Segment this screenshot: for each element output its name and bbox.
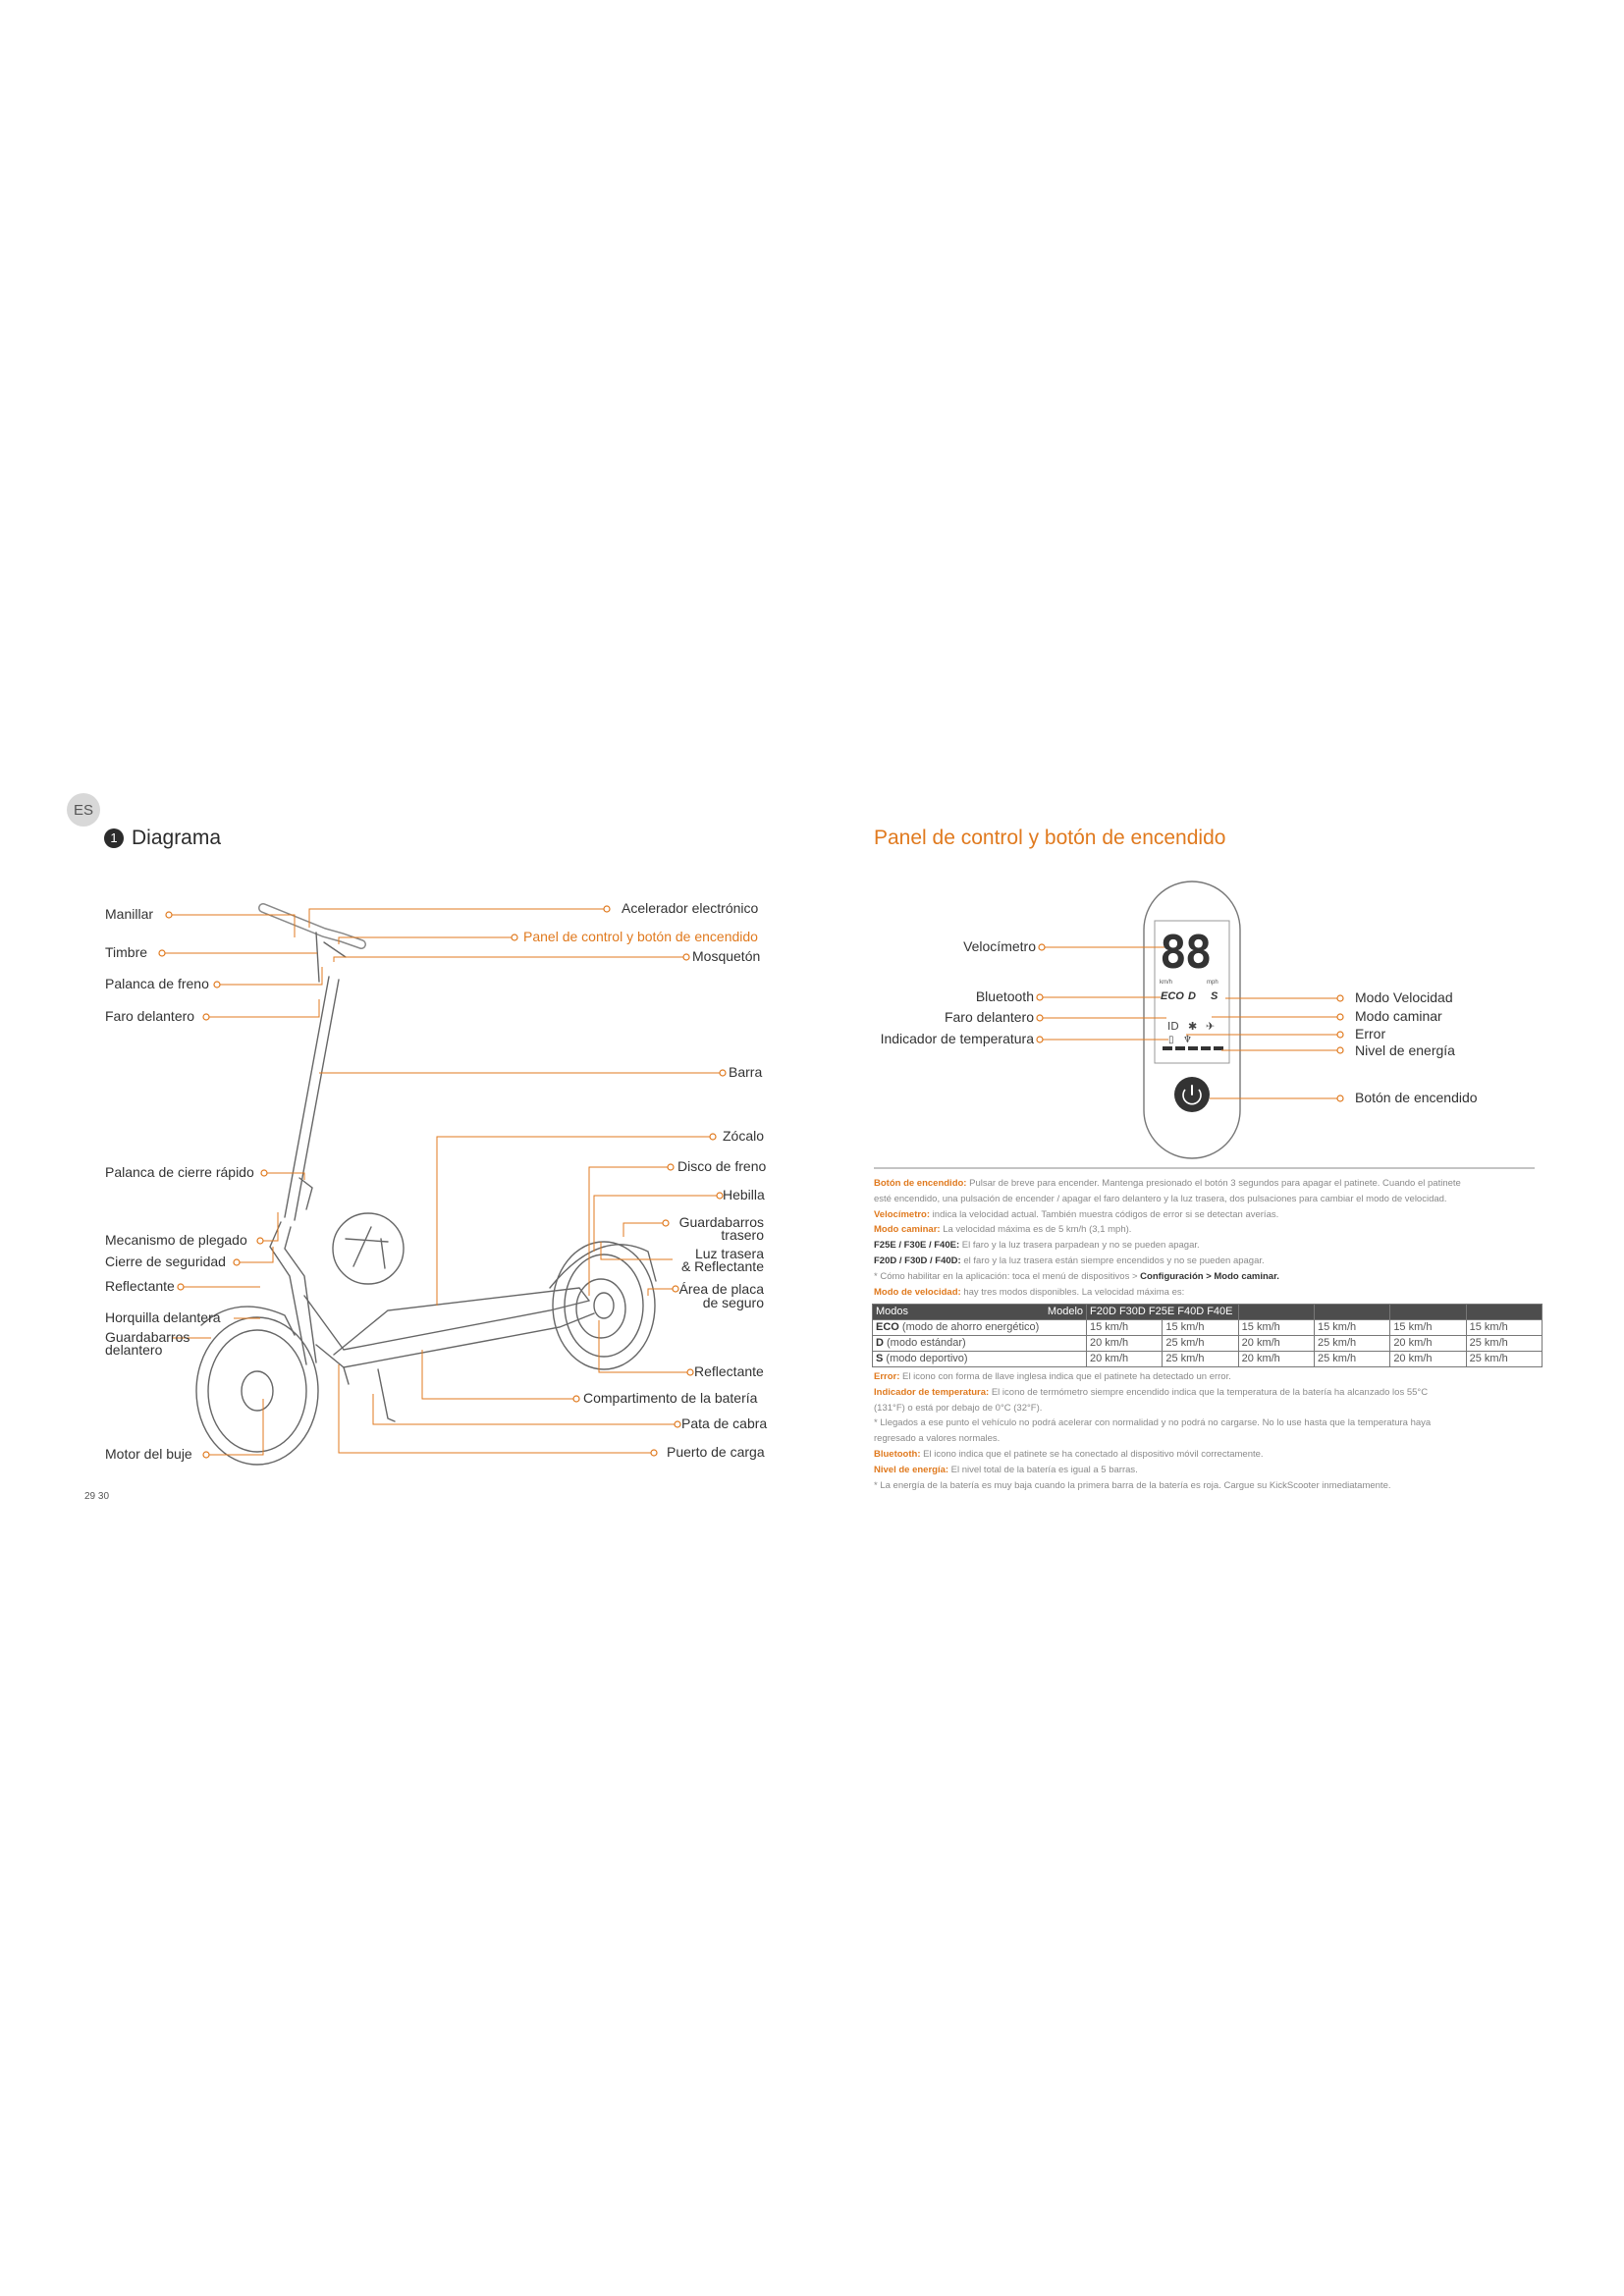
speed-table [872, 1304, 1543, 1367]
label-guardabarros-delantero-2: delantero [105, 1342, 163, 1358]
table-header-row [873, 1305, 1543, 1320]
d-indicator: D [1188, 990, 1196, 1002]
text-line: Nivel de energía: El nivel total de la batería es igual a 5 barras. [874, 1464, 1138, 1475]
label-zocalo: Zócalo [723, 1128, 765, 1144]
label-cierre-seguridad: Cierre de seguridad [105, 1254, 226, 1269]
battery-bars [1163, 1046, 1223, 1050]
label-placa-1: Área de placa [678, 1281, 764, 1297]
label-puerto-carga: Puerto de carga [667, 1444, 765, 1460]
label-temperatura: Indicador de temperatura [880, 1031, 1034, 1046]
text-line: Velocímetro: indica la velocidad actual. También muestra códigos de error si se detectan averías. [874, 1208, 1279, 1220]
text-line: Bluetooth: El icono indica que el patinete se ha conectado al dispositivo móvil correctamente. [874, 1448, 1264, 1460]
label-mecanismo-plegado: Mecanismo de plegado [105, 1232, 247, 1248]
table-header-modos: Modos Modelo [873, 1305, 1087, 1320]
table-row: D (modo estándar) 20 km/h 25 km/h 20 km/h 25 km/h 20 km/h 25 km/h [873, 1336, 1543, 1352]
label-bluetooth: Bluetooth [975, 988, 1034, 1004]
table-row: ECO (modo de ahorro energético) 15 km/h 15 km/h 15 km/h 15 km/h 15 km/h 15 km/h [873, 1320, 1543, 1336]
scooter-illustration [196, 908, 656, 1465]
label-faro: Faro delantero [944, 1009, 1034, 1025]
label-horquilla: Horquilla delantera [105, 1309, 221, 1325]
label-timbre: Timbre [105, 944, 148, 960]
text-line: Indicador de temperatura: El icono de termómetro siempre encendido indica que la temperatura de la batería ha alcanzado los 55°C [874, 1386, 1429, 1398]
label-acelerador: Acelerador electrónico [622, 900, 759, 916]
label-panel: Panel de control y botón de encendido [523, 929, 758, 944]
walk-mode-icon: ✈ [1206, 1020, 1216, 1033]
speed-digits: 88 [1160, 926, 1211, 979]
label-motor-buje: Motor del buje [105, 1446, 192, 1462]
text-line: * La energía de la batería es muy baja cuando la primera barra de la batería es roja. Cargue su KickScooter inmediatamente. [874, 1479, 1391, 1491]
label-barra: Barra [729, 1064, 763, 1080]
label-manillar: Manillar [105, 906, 154, 922]
label-luz-trasera-1: Luz trasera [694, 1246, 764, 1261]
text-line: Botón de encendido: Pulsar de breve para encender. Mantenga presionado el botón 3 segundos para apagar el patinete. Cuando el patinete [874, 1178, 1461, 1189]
text-line: Error: El icono con forma de llave inglesa indica que el patinete ha detectado un error. [874, 1371, 1231, 1382]
text-line: regresado a valores normales. [874, 1433, 1001, 1445]
label-compartimento-bateria: Compartimento de la batería [583, 1390, 758, 1406]
text-line: F25E / F30E / F40E: El faro y la luz trasera parpadean y no se pueden apagar. [874, 1240, 1200, 1252]
text-line: * Cómo habilitar en la aplicación: toca el menú de dispositivos > Configuración > Modo caminar. [874, 1270, 1279, 1282]
language-badge: ES [67, 793, 100, 827]
bluetooth-icon: ✱ [1188, 1020, 1198, 1033]
unit-mph: mph [1207, 980, 1218, 986]
description-text-bottom [874, 1369, 1537, 1493]
table-header-models: F20D F30D F25E F40D F40E [1087, 1305, 1239, 1320]
temperature-icon: ▯ [1168, 1035, 1174, 1045]
text-line: esté encendido, una pulsación de encender / apagar el faro delantero y la luz trasera, dos pulsaciones para cambiar el modo de velocidad. [874, 1193, 1447, 1204]
label-error: Error [1355, 1026, 1386, 1041]
headlight-icon: ID [1167, 1020, 1179, 1033]
label-reflectante-left: Reflectante [105, 1278, 175, 1294]
unit-kmh: km/h [1160, 980, 1173, 986]
label-faro-delantero: Faro delantero [105, 1008, 195, 1024]
error-wrench-icon: ♆ [1183, 1035, 1192, 1045]
section-number-icon: 1 [104, 828, 124, 848]
label-mosqueton: Mosquetón [692, 948, 761, 964]
label-guardabarros-trasero-1: Guardabarros [678, 1214, 764, 1230]
label-boton-encendido: Botón de encendido [1355, 1090, 1478, 1105]
panel-title: Panel de control y botón de encendido [874, 827, 1226, 849]
text-line: F20D / F30D / F40D: el faro y la luz trasera están siempre encendidos y no se pueden apagar. [874, 1255, 1265, 1266]
description-text-top [874, 1176, 1537, 1300]
leader-lines [165, 909, 720, 1455]
label-pata-cabra: Pata de cabra [681, 1415, 768, 1431]
leader-end-dots [159, 906, 726, 1458]
label-disco-freno: Disco de freno [677, 1158, 767, 1174]
label-modo-velocidad: Modo Velocidad [1355, 989, 1453, 1005]
text-line: * Llegados a ese punto el vehículo no podrá acelerar con normalidad y no podrá no cargarse. No lo use hasta que la temperatura haya [874, 1417, 1432, 1429]
label-luz-trasera-2: & Reflectante [680, 1258, 764, 1274]
label-velocimetro: Velocímetro [963, 938, 1036, 954]
label-palanca-cierre: Palanca de cierre rápido [105, 1164, 254, 1180]
label-guardabarros-delantero-1: Guardabarros [105, 1329, 190, 1345]
diagram-title-text: Diagrama [132, 827, 222, 849]
label-palanca-freno: Palanca de freno [105, 976, 209, 991]
label-modo-caminar: Modo caminar [1355, 1008, 1442, 1024]
label-nivel-energia: Nivel de energía [1355, 1042, 1455, 1058]
table-row: S (modo deportivo) 20 km/h 25 km/h 20 km/h 25 km/h 20 km/h 25 km/h [873, 1352, 1543, 1367]
control-panel-illustration [1144, 881, 1240, 1158]
text-line: Modo caminar: La velocidad máxima es de 5 km/h (3,1 mph). [874, 1224, 1132, 1236]
eco-indicator: ECO [1161, 990, 1184, 1002]
label-guardabarros-trasero-2: trasero [721, 1227, 764, 1243]
page-number: 29 30 [84, 1491, 110, 1502]
label-hebilla: Hebilla [723, 1187, 765, 1202]
label-placa-2: de seguro [702, 1295, 764, 1310]
label-reflectante-right: Reflectante [694, 1363, 764, 1379]
text-line: Modo de velocidad: hay tres modos disponibles. La velocidad máxima es: [874, 1286, 1185, 1298]
text-line: (131°F) o está por debajo de 0°C (32°F). [874, 1402, 1043, 1414]
s-indicator: S [1211, 990, 1218, 1002]
